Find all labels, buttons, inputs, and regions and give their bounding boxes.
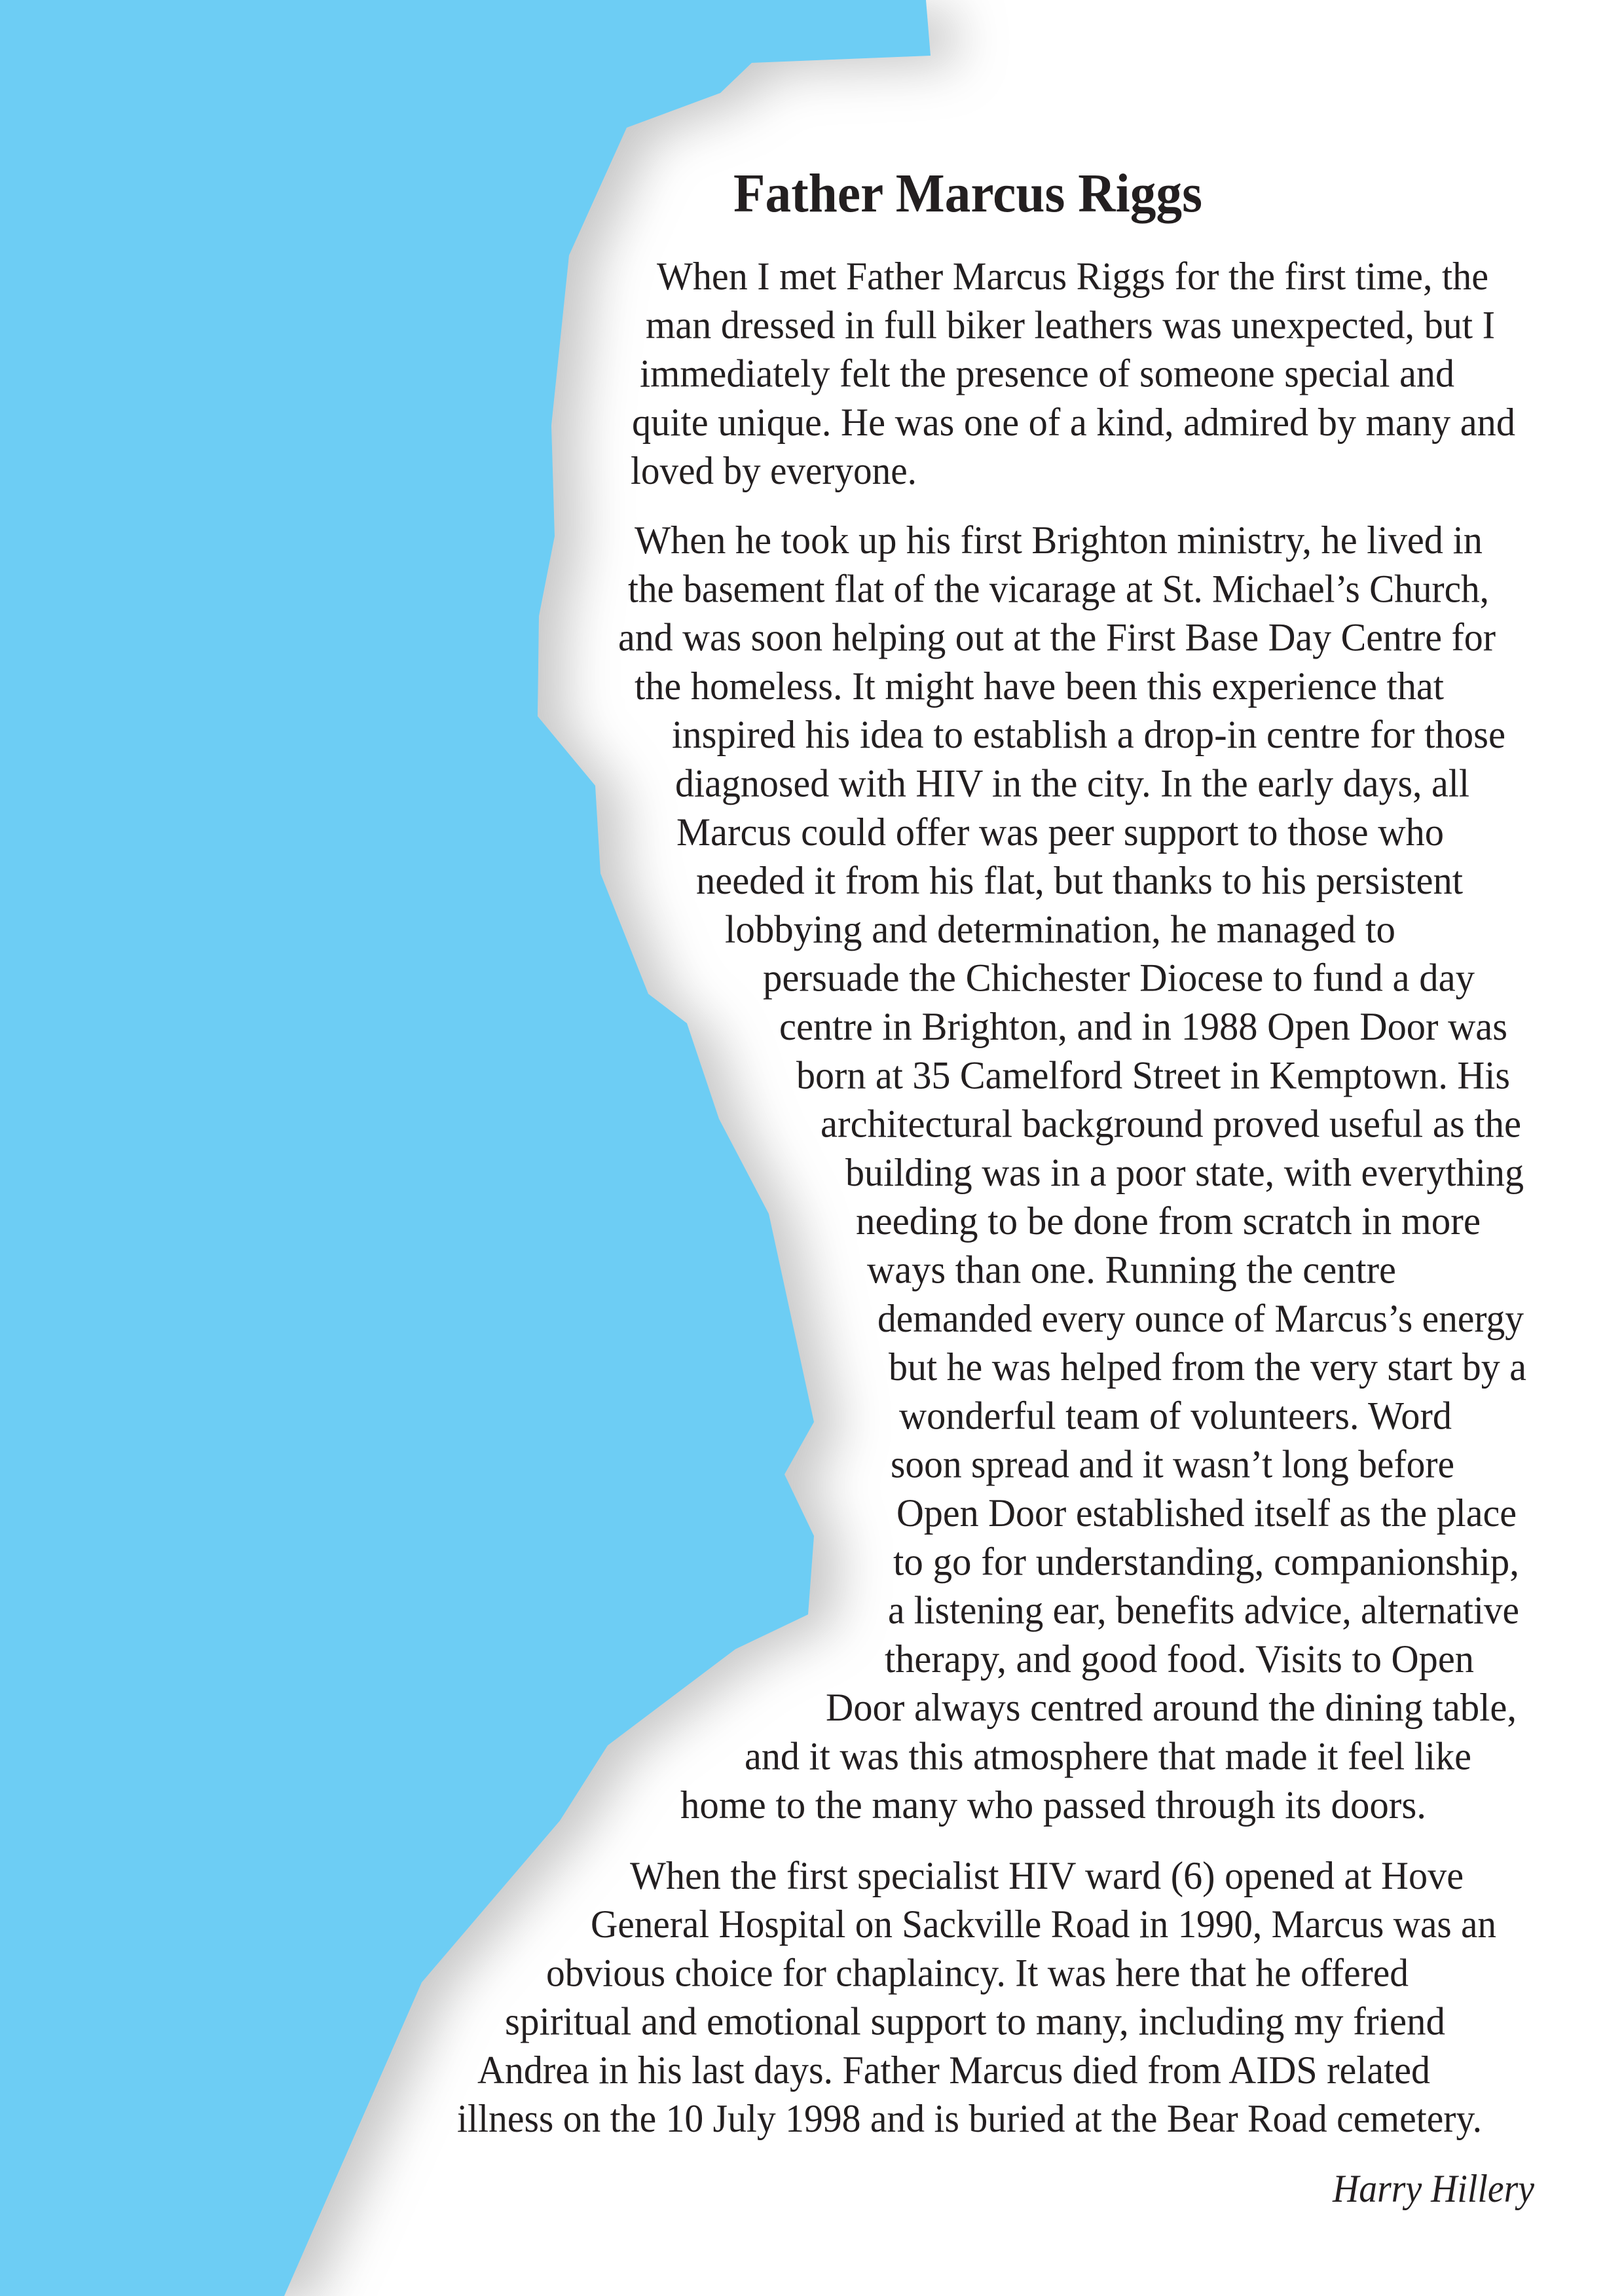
paragraph-line: Door always centred around the dining table, [826,1686,1517,1730]
paragraph-line: loved by everyone. [631,449,917,492]
paragraph-line: wonderful team of volunteers. Word [899,1394,1452,1438]
paragraph-line: a listening ear, benefits advice, alternative [888,1588,1519,1632]
paragraph-line: therapy, and good food. Visits to Open [885,1637,1474,1681]
paragraph-line: When the first specialist HIV ward (6) opened at Hove [630,1854,1464,1897]
paragraph-line: Marcus could offer was peer support to those who [676,810,1444,854]
paragraph-line: to go for understanding, companionship, [893,1540,1519,1584]
paragraph-line: demanded every ounce of Marcus’s energy [877,1296,1524,1340]
paragraph-line: needed it from his flat, but thanks to his persistent [696,859,1464,903]
paragraph-line: persuade the Chichester Diocese to fund a day [763,956,1475,1000]
author-signature: Harry Hillery [1332,2167,1535,2210]
paragraph-line: building was in a poor state, with everything [845,1150,1524,1194]
paragraph-line: lobbying and determination, he managed to [725,907,1395,951]
paragraph-line: obvious choice for chaplaincy. It was here that he offered [546,1951,1409,1995]
paragraph-line: immediately felt the presence of someone special and [640,352,1454,395]
paragraph-line: Open Door established itself as the place [896,1491,1517,1535]
paragraph-line: and it was this atmosphere that made it feel like [745,1734,1471,1778]
paragraph-line: diagnosed with HIV in the city. In the early days, all [675,761,1469,805]
paragraph-line: When he took up his first Brighton ministry, he lived in [635,519,1483,562]
paragraph-line: the homeless. It might have been this experience that [635,664,1445,708]
paragraph-line: ways than one. Running the centre [867,1248,1396,1292]
paragraph-line: man dressed in full biker leathers was unexpected, but I [646,303,1495,347]
paragraph-line: illness on the 10 July 1998 and is buried at the Bear Road cemetery. [457,2097,1482,2140]
paragraph-line: soon spread and it wasn’t long before [891,1442,1454,1486]
paragraph-line: home to the many who passed through its doors. [680,1783,1426,1827]
paragraph-line: needing to be done from scratch in more [856,1199,1481,1243]
paragraph-line: centre in Brighton, and in 1988 Open Door was [779,1005,1507,1048]
paragraph-line: General Hospital on Sackville Road in 1990, Marcus was an [591,1903,1496,1946]
paragraph-line: but he was helped from the very start by a [889,1345,1526,1389]
paragraph-line: inspired his idea to establish a drop-in centre for those [672,713,1505,757]
paragraph-line: Andrea in his last days. Father Marcus died from AIDS related [477,2048,1430,2092]
paragraph-line: the basement flat of the vicarage at St. Michael’s Church, [628,567,1489,611]
paragraph-line: born at 35 Camelford Street in Kemptown. His [796,1053,1510,1097]
paragraph-line: When I met Father Marcus Riggs for the first time, the [657,255,1488,298]
paragraph-line: and was soon helping out at the First Base Day Centre for [618,615,1496,659]
paragraph-line: spiritual and emotional support to many, including my friend [505,1999,1445,2043]
paragraph-line: architectural background proved useful as the [821,1102,1521,1146]
article-title: Father Marcus Riggs [733,163,1202,224]
paragraph-line: quite unique. He was one of a kind, admired by many and [632,400,1515,444]
